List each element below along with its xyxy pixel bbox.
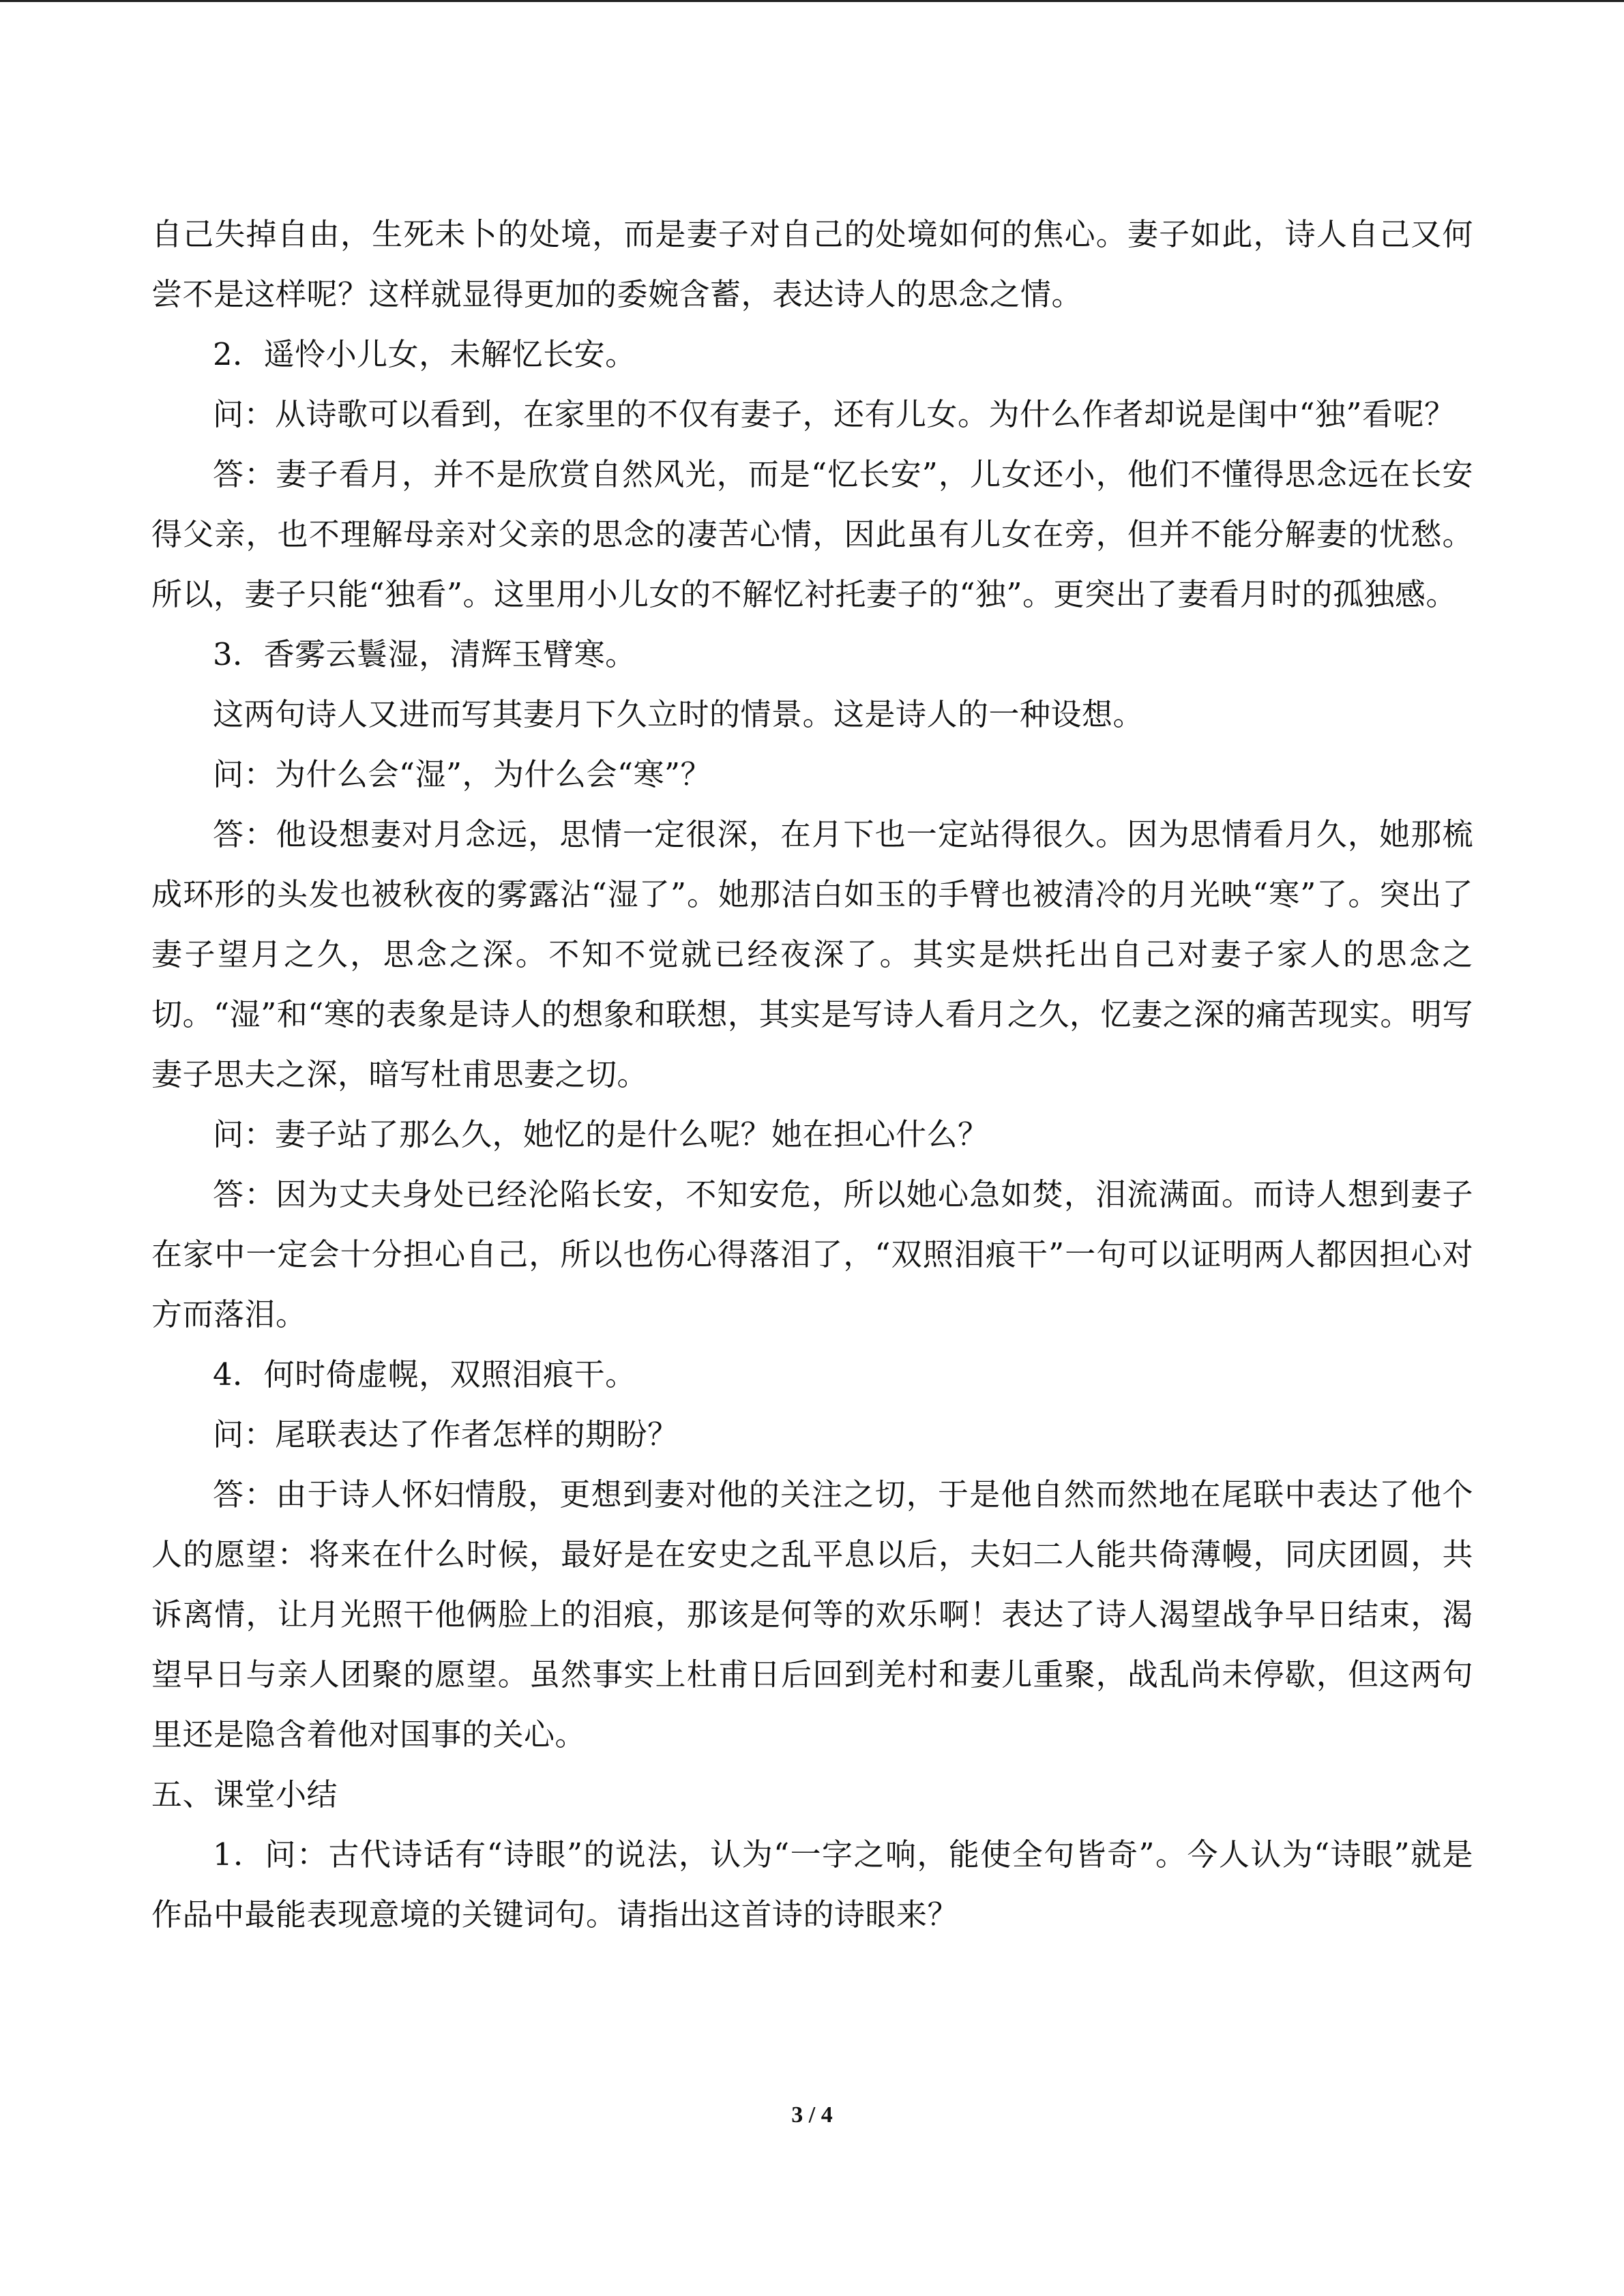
question-paragraph: 1．问：古代诗话有“诗眼”的说法，认为“一字之响，能使全句皆奇”。今人认为“诗眼”就是作品中最能表现意境的关键词句。请指出这首诗的诗眼来？ <box>151 1836 1473 1933</box>
question-paragraph: 问：为什么会“湿”，为什么会“寒”？ <box>213 756 712 792</box>
top-border-line <box>0 0 1624 2</box>
poem-line-heading-3: 3．香雾云鬟湿，清辉玉臂寒。 <box>213 636 636 672</box>
paragraph-continuation: 自己失掉自由，生死未卜的处境，而是妻子对自己的处境如何的焦心。妻子如此，诗人自己又何尝不是这样呢？这样就显得更加的委婉含蓄，表达诗人的思念之情。 <box>151 216 1473 312</box>
document-body <box>151 205 1473 1945</box>
question-paragraph: 问：妻子站了那么久，她忆的是什么呢？她在担心什么？ <box>213 1116 989 1152</box>
section-heading: 五、课堂小结 <box>151 1776 338 1813</box>
question-paragraph: 问：尾联表达了作者怎样的期盼？ <box>213 1416 679 1452</box>
answer-paragraph: 答：他设想妻对月念远，思情一定很深，在月下也一定站得很久。因为思情看月久，她那梳成环形的头发也被秋夜的雾露沾“湿了”。她那洁白如玉的手臂也被清冷的月光映“寒”了。突出了妻子望月之久，思念之深。不知不觉就已经夜深了。其实是烘托出自己对妻子家人的思念之切。“湿”和“寒的表象是诗人的想象和联想，其实是写诗人看月之久，忆妻之深的痛苦现实。明写妻子思夫之深，暗写杜甫思妻之切。 <box>151 816 1473 1092</box>
answer-paragraph: 答：妻子看月，并不是欣赏自然风光，而是“忆长安”，儿女还小，他们不懂得思念远在长安得父亲，也不理解母亲对父亲的思念的凄苦心情，因此虽有儿女在旁，但并不能分解妻的忧愁。所以，妻子只能“独看”。这里用小儿女的不解忆衬托妻子的“独”。更突出了妻看月时的孤独感。 <box>151 456 1473 612</box>
poem-line-heading-4: 4．何时倚虚幌，双照泪痕干。 <box>213 1356 636 1392</box>
page-number: 3 / 4 <box>791 2102 833 2128</box>
answer-paragraph: 答：由于诗人怀妇情殷，更想到妻对他的关注之切，于是他自然而然地在尾联中表达了他个人的愿望：将来在什么时候，最好是在安史之乱平息以后，夫妇二人能共倚薄幔，同庆团圆，共诉离情，让月光照干他俩脸上的泪痕，那该是何等的欢乐啊！表达了诗人渴望战争早日结束，渴望早日与亲人团聚的愿望。虽然事实上杜甫日后回到羌村和妻儿重聚，战乱尚未停歇，但这两句里还是隐含着他对国事的关心。 <box>151 1476 1473 1753</box>
answer-paragraph: 答：因为丈夫身处已经沦陷长安，不知安危，所以她心急如焚，泪流满面。而诗人想到妻子在家中一定会十分担心自己，所以也伤心得落泪了，“双照泪痕干”一句可以证明两人都因担心对方而落泪。 <box>151 1176 1473 1332</box>
explanation-paragraph: 这两句诗人又进而写其妻月下久立时的情景。这是诗人的一种设想。 <box>213 696 1145 732</box>
poem-line-heading-2: 2．遥怜小儿女，未解忆长安。 <box>213 336 636 372</box>
question-paragraph: 问：从诗歌可以看到，在家里的不仅有妻子，还有儿女。为什么作者却说是闺中“独”看呢？ <box>213 396 1456 432</box>
